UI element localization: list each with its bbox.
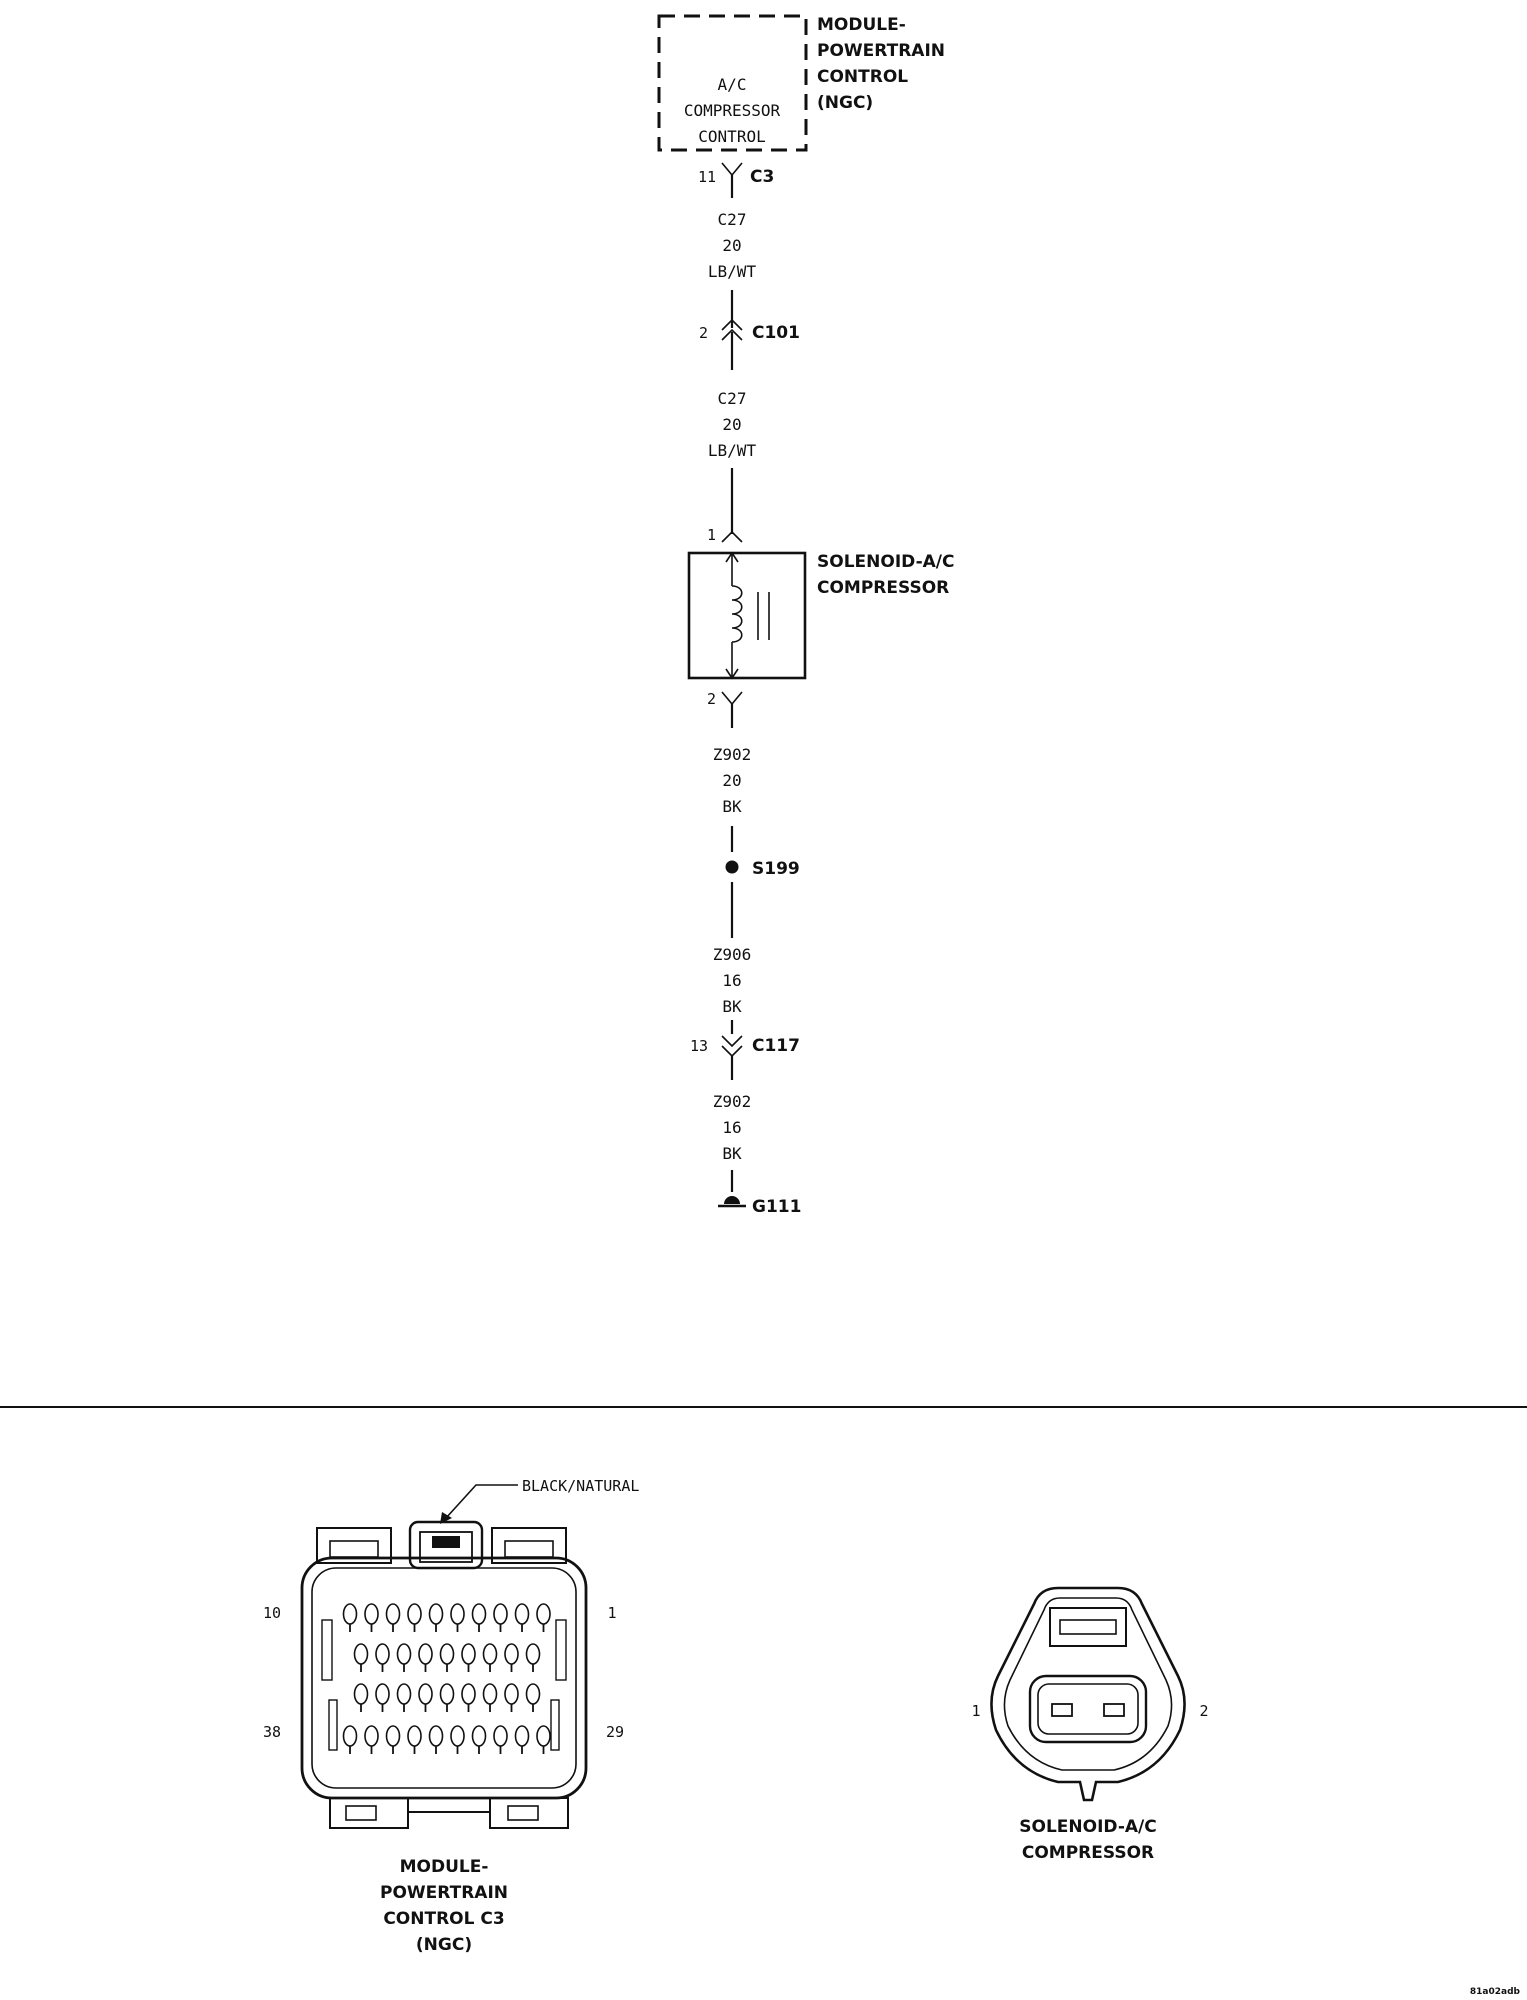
c117-name: C117: [752, 1036, 800, 1056]
pcm-pin-cavity: [398, 1644, 411, 1664]
color-callout-line: [446, 1485, 518, 1518]
wire-2-circuit: C27: [717, 389, 747, 408]
pcm-pin-cavity: [387, 1604, 400, 1624]
pcm-pin-cavity: [365, 1604, 378, 1624]
module-title-line-3: CONTROL: [817, 67, 909, 87]
wire-3-gauge: 20: [722, 771, 742, 790]
pcm-pin-cavity: [398, 1684, 411, 1704]
figure-id: 81a02adb: [1469, 1987, 1520, 1997]
powertrain-control-module: [659, 15, 945, 150]
ground-name: G111: [752, 1197, 802, 1217]
solenoid-pin-2: 2: [706, 690, 716, 708]
pcm-pin-cavity: [451, 1604, 464, 1624]
solenoid-connector-pin-1: 1: [971, 1702, 981, 1720]
pcm-pin-cavity: [387, 1726, 400, 1746]
wire-5-circuit: Z902: [712, 1092, 752, 1111]
wire-2-label: [708, 389, 757, 460]
pcm-pin-cavity: [419, 1684, 432, 1704]
pcm-pin-cavity: [527, 1644, 540, 1664]
module-inner-line-1: A/C: [717, 75, 747, 94]
c101-name: C101: [752, 323, 800, 343]
pcm-pin-cavity: [505, 1684, 518, 1704]
c101-pin: 2: [698, 324, 708, 342]
pcm-pin-cavity: [462, 1684, 475, 1704]
solenoid-connector-view: [971, 1588, 1208, 1863]
wire-1-color: LB/WT: [707, 262, 757, 281]
solenoid-connector-pin-2: 2: [1199, 1702, 1209, 1720]
pcm-pin-cavity: [408, 1604, 421, 1624]
pcm-pin-label-29: 29: [605, 1723, 625, 1741]
pcm-pin-cavity: [484, 1684, 497, 1704]
pcm-pin-cavity: [408, 1726, 421, 1746]
pcm-connector-title-1: MODULE-: [399, 1857, 489, 1877]
pcm-pin-cavity: [355, 1644, 368, 1664]
wire-1-gauge: 20: [722, 236, 742, 255]
pcm-pin-cavity: [365, 1726, 378, 1746]
pcm-connector-title-4: (NGC): [415, 1935, 473, 1955]
pcm-pin-cavity: [430, 1726, 443, 1746]
pcm-pin-cavity: [430, 1604, 443, 1624]
wire-4-label: [713, 945, 752, 1016]
module-title-line-1: MODULE-: [817, 15, 906, 35]
pcm-pin-cavities: [344, 1604, 551, 1754]
connector-c3: [698, 163, 774, 198]
pcm-c3-connector-view: [263, 1477, 639, 1955]
wire-4-gauge: 16: [722, 971, 742, 990]
pcm-pin-cavity: [441, 1684, 454, 1704]
splice-name: S199: [752, 859, 800, 879]
solenoid-title-line-1: SOLENOID-A/C: [817, 552, 955, 572]
wire-2-color: LB/WT: [707, 441, 757, 460]
wire-5-color: BK: [722, 1144, 742, 1163]
pcm-pin-cavity: [494, 1604, 507, 1624]
solenoid-pin-1: 1: [706, 526, 716, 544]
wire-5-label: [713, 1092, 752, 1163]
pcm-pin-cavity: [344, 1604, 357, 1624]
solenoid-ac-compressor: [689, 526, 954, 728]
connector-c117: [690, 1020, 800, 1080]
c3-pin: 11: [697, 168, 716, 186]
pcm-pin-cavity: [484, 1644, 497, 1664]
pcm-pin-cavity: [462, 1644, 475, 1664]
splice-s199: [726, 826, 800, 938]
pcm-pin-cavity: [355, 1684, 368, 1704]
module-title-line-2: POWERTRAIN: [817, 41, 945, 61]
wire-1-label: [708, 210, 757, 281]
pcm-connector-title-3: CONTROL C3: [383, 1909, 505, 1929]
pcm-pin-cavity: [376, 1644, 389, 1664]
wire-3-label: [713, 745, 752, 816]
pcm-pin-cavity: [537, 1726, 550, 1746]
wire-4-circuit: Z906: [712, 945, 752, 964]
pcm-pin-cavity: [527, 1684, 540, 1704]
solenoid-connector-title-1: SOLENOID-A/C: [1019, 1817, 1157, 1837]
c117-pin: 13: [689, 1037, 708, 1055]
solenoid-title-line-2: COMPRESSOR: [817, 578, 950, 598]
wire-3-circuit: Z902: [712, 745, 752, 764]
pcm-pin-cavity: [473, 1604, 486, 1624]
wire-2-gauge: 20: [722, 415, 742, 434]
solenoid-connector-title-2: COMPRESSOR: [1021, 1843, 1155, 1863]
pcm-connector-title-2: POWERTRAIN: [380, 1883, 508, 1903]
wire-4-color: BK: [722, 997, 742, 1016]
pcm-pin-cavity: [516, 1726, 529, 1746]
c3-name: C3: [750, 167, 775, 187]
wire-3-color: BK: [722, 797, 742, 816]
pcm-pin-label-38: 38: [262, 1723, 282, 1741]
ground-g111: [718, 1170, 801, 1217]
connector-c101: [699, 290, 800, 370]
pcm-pin-cavity: [441, 1644, 454, 1664]
module-title-line-4: (NGC): [817, 93, 874, 113]
wire-1-circuit: C27: [717, 210, 747, 229]
pcm-pin-cavity: [537, 1604, 550, 1624]
pcm-pin-cavity: [419, 1644, 432, 1664]
pcm-connector-color: BLACK/NATURAL: [522, 1477, 640, 1495]
pcm-pin-cavity: [344, 1726, 357, 1746]
pcm-pin-label-10: 10: [262, 1604, 282, 1622]
pcm-pin-cavity: [451, 1726, 464, 1746]
pcm-pin-cavity: [494, 1726, 507, 1746]
wire-5-gauge: 16: [722, 1118, 742, 1137]
pcm-pin-cavity: [516, 1604, 529, 1624]
module-inner-line-3: CONTROL: [698, 127, 766, 146]
module-inner-line-2: COMPRESSOR: [683, 101, 781, 120]
pcm-pin-cavity: [505, 1644, 518, 1664]
pcm-pin-label-1: 1: [607, 1604, 617, 1622]
pcm-pin-cavity: [376, 1684, 389, 1704]
pcm-pin-cavity: [473, 1726, 486, 1746]
